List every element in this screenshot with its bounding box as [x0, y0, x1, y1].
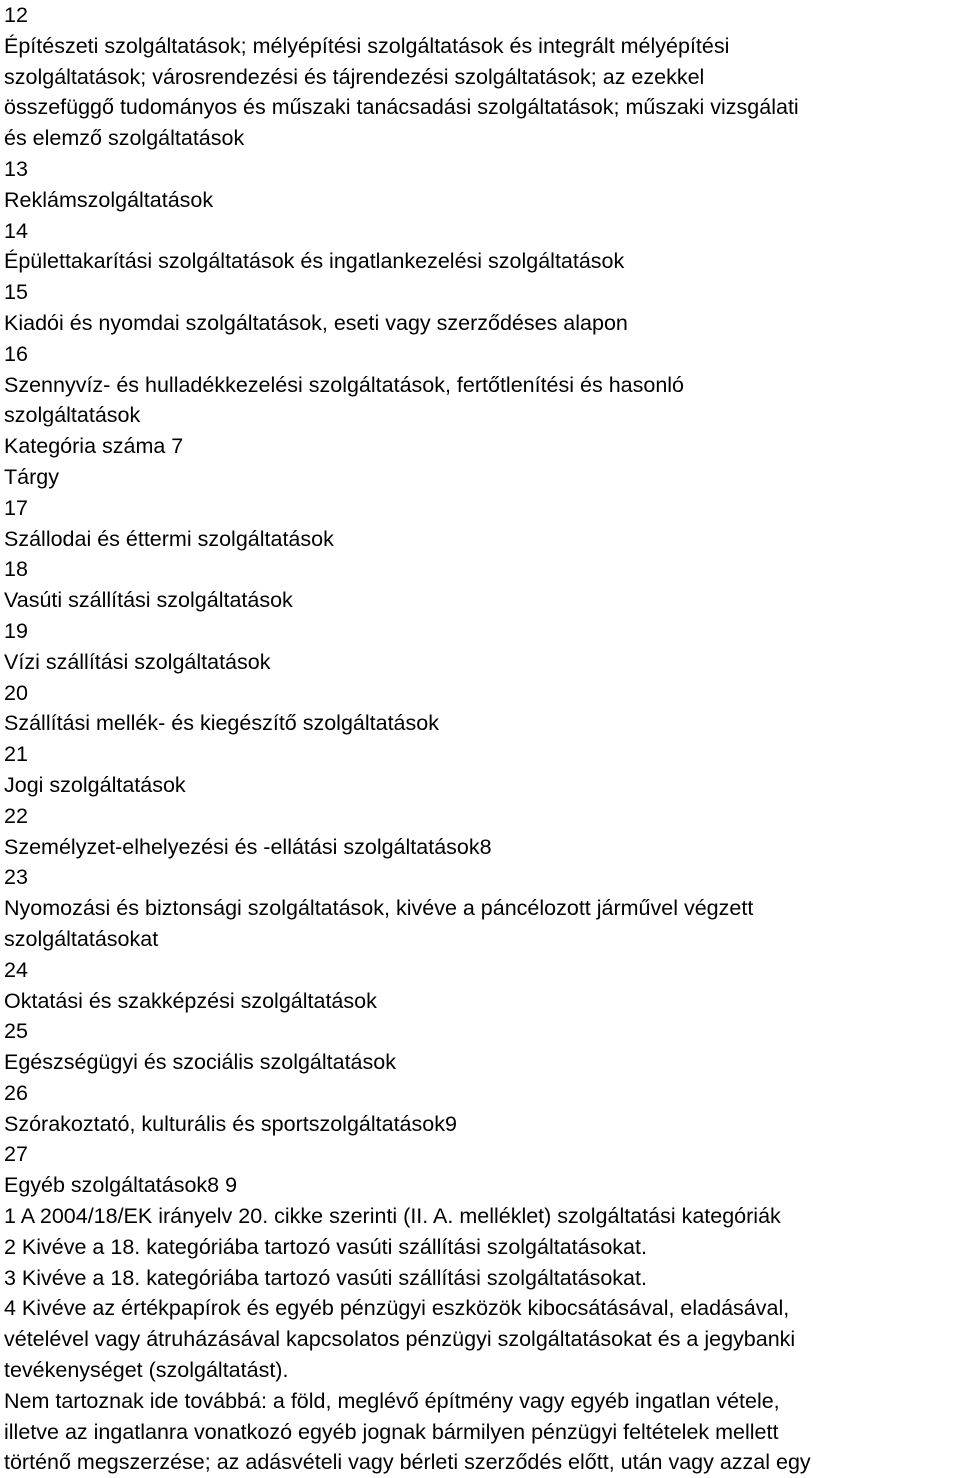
- service-category-entry: [4, 339, 956, 431]
- category-description-line: Szórakoztató, kulturális és sportszolgáltatások9: [4, 1111, 457, 1136]
- category-number: 14: [4, 218, 28, 243]
- footnote: [4, 1263, 956, 1294]
- category-description-line: összefüggő tudományos és műszaki tanácsadási szolgáltatások; műszaki vizsgálati: [4, 95, 799, 120]
- category-number: 24: [4, 957, 28, 982]
- category-description-line: szolgáltatások: [4, 403, 141, 428]
- category-number: 13: [4, 156, 28, 181]
- category-description-line: Építészeti szolgáltatások; mélyépítési szolgáltatások és integrált mélyépítési: [4, 33, 730, 58]
- category-number: 22: [4, 803, 28, 828]
- service-list-part-1: [4, 0, 956, 431]
- category-number: 23: [4, 865, 28, 890]
- service-category-entry: [4, 1016, 956, 1078]
- service-category-entry: [4, 678, 956, 740]
- footnote: [4, 1386, 956, 1478]
- footnote-line: Nem tartoznak ide továbbá: a föld, meglévő építmény vagy egyéb ingatlan vétele,: [4, 1388, 780, 1413]
- footnote: [4, 1293, 956, 1385]
- service-category-entry: [4, 554, 956, 616]
- category-number: 25: [4, 1019, 28, 1044]
- category-description-line: és elemző szolgáltatások: [4, 126, 245, 151]
- category-description-line: Személyzet-elhelyezési és -ellátási szolgáltatások8: [4, 834, 492, 859]
- service-category-entry: [4, 739, 956, 801]
- category-description-line: Épülettakarítási szolgáltatások és ingatlankezelési szolgáltatások: [4, 249, 625, 274]
- category-description-line: Egyéb szolgáltatások8 9: [4, 1173, 238, 1198]
- category-number: 20: [4, 680, 28, 705]
- service-category-entry: [4, 493, 956, 555]
- category-description-line: Vasúti szállítási szolgáltatások: [4, 588, 293, 613]
- category-description-line: Egészségügyi és szociális szolgáltatások: [4, 1050, 396, 1075]
- service-category-entry: [4, 616, 956, 678]
- service-category-entry: [4, 955, 956, 1017]
- category-description-line: szolgáltatásokat: [4, 926, 159, 951]
- service-category-entry: [4, 216, 956, 278]
- service-category-entry: [4, 1078, 956, 1140]
- footnote-line: illetve az ingatlanra vonatkozó egyéb jognak bármilyen pénzügyi feltételek mellett: [4, 1419, 779, 1444]
- category-number: 21: [4, 742, 28, 767]
- service-category-entry: [4, 801, 956, 863]
- document-page: [4, 0, 956, 1478]
- service-category-entry: [4, 1139, 956, 1201]
- footnote-line: vételével vagy átruházásával kapcsolatos pénzügyi szolgáltatásokat és a jegybanki: [4, 1327, 796, 1352]
- category-description-line: Vízi szállítási szolgáltatások: [4, 649, 271, 674]
- subject-heading: Tárgy: [4, 464, 59, 489]
- category-description-line: szolgáltatások; városrendezési és tájrendezési szolgáltatások; az ezekkel: [4, 64, 705, 89]
- service-category-entry: [4, 0, 956, 154]
- footnote: [4, 1232, 956, 1263]
- footnote-line: 1 A 2004/18/EK irányelv 20. cikke szerinti (II. A. melléklet) szolgáltatási kategóriák: [4, 1204, 781, 1229]
- footnote: [4, 1201, 956, 1232]
- service-category-entry: [4, 277, 956, 339]
- footnote-line: történő megszerzése; az adásvételi vagy bérleti szerződés előtt, után vagy azzal egy: [4, 1450, 811, 1475]
- footnote-line: 4 Kivéve az értékpapírok és egyéb pénzügyi eszközök kibocsátásával, eladásával,: [4, 1296, 790, 1321]
- category-number-heading: Kategória száma 7: [4, 434, 184, 459]
- category-description-line: Jogi szolgáltatások: [4, 772, 186, 797]
- service-category-entry: [4, 154, 956, 216]
- footnote-line: 3 Kivéve a 18. kategóriába tartozó vasúti szállítási szolgáltatásokat.: [4, 1265, 647, 1290]
- footnotes: [4, 1201, 956, 1478]
- category-description-line: Szállítási mellék- és kiegészítő szolgáltatások: [4, 711, 439, 736]
- category-description-line: Nyomozási és biztonsági szolgáltatások, kivéve a páncélozott járművel végzett: [4, 896, 754, 921]
- service-category-entry: [4, 862, 956, 954]
- category-number: 27: [4, 1142, 28, 1167]
- category-number: 18: [4, 557, 28, 582]
- category-description-line: Kiadói és nyomdai szolgáltatások, eseti vagy szerződéses alapon: [4, 310, 628, 335]
- footnote-line: tevékenységet (szolgáltatást).: [4, 1358, 289, 1383]
- category-number: 16: [4, 341, 28, 366]
- category-description-line: Szállodai és éttermi szolgáltatások: [4, 526, 334, 551]
- category-description-line: Oktatási és szakképzési szolgáltatások: [4, 988, 377, 1013]
- footnote-line: 2 Kivéve a 18. kategóriába tartozó vasúti szállítási szolgáltatásokat.: [4, 1234, 647, 1259]
- service-list-part-2: [4, 493, 956, 1201]
- category-number: 26: [4, 1080, 28, 1105]
- category-number: 15: [4, 280, 28, 305]
- category-description-line: Reklámszolgáltatások: [4, 187, 214, 212]
- category-number: 12: [4, 3, 28, 27]
- category-number: 17: [4, 495, 28, 520]
- category-number: 19: [4, 618, 28, 643]
- category-description-line: Szennyvíz- és hulladékkezelési szolgáltatások, fertőtlenítési és hasonló: [4, 372, 685, 397]
